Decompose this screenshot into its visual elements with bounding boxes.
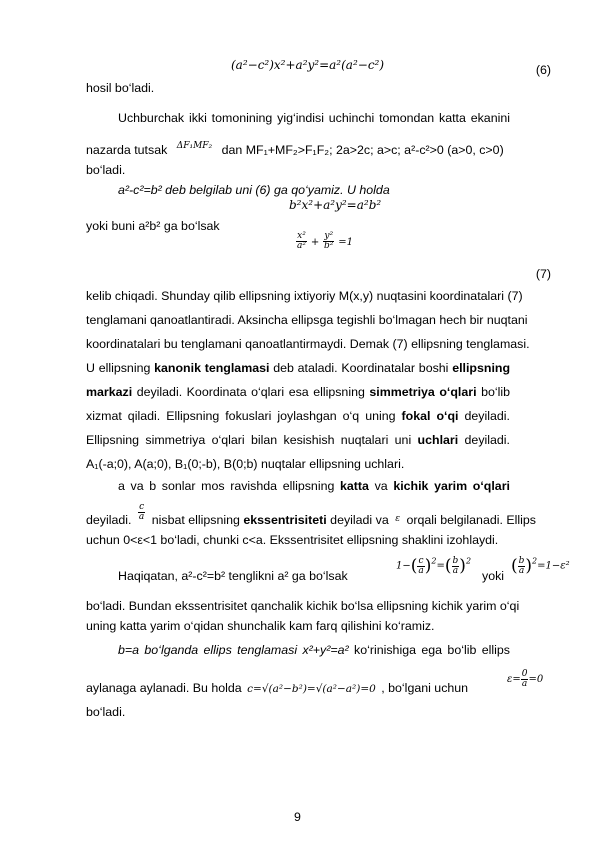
epsilon-symbol: ε: [395, 513, 401, 524]
equation-7: $\frac{\text{x²}}{\text{a²}}$ + $\frac{\text{y²}}{\text{b²}}$ =1: [297, 231, 353, 251]
page-number: 9: [294, 810, 301, 824]
text-span: nazarda tutsak: [86, 143, 168, 157]
fraction-x-a: $\frac{\text{x²}}{\text{a²}}$: [297, 231, 306, 251]
text-line: A₁(-a;0), A(a;0), B₁(0;-b), B(0;b) nuqtalar ellipsning uchlari.: [86, 457, 405, 471]
text-line: uning katta yarim o‘qidan shunchalik kam farq qilishini ko‘ramiz.: [86, 619, 435, 633]
text-line: bo‘ladi. Bundan ekssentrisitet qanchalik kichik bo‘lsa ellipsning kichik yarim o‘qi: [86, 599, 520, 613]
text-line: hosil bo‘ladi.: [86, 81, 155, 95]
equation-7-number: (7): [535, 267, 551, 281]
fraction-c-a: $\frac{c}{a}$: [138, 502, 145, 522]
text-span: dan MF₁+MF₂>F₁F₂; 2a>2c; a>c; a²-c²>0 (a>0, c>0): [221, 143, 504, 157]
fraction-y-b: $\frac{\text{y²}}{\text{b²}}$: [324, 231, 334, 251]
text-line: U ellipsning kanonik tenglamasi deb ataladi. Koordinatalar boshi ellipsning: [86, 361, 511, 375]
text-line: koordinatalari bu tenglamani qanoatlantirmaydi. Demak (7) ellipsning tenglamasi.: [86, 337, 530, 351]
text-line: bo‘ladi.: [86, 705, 126, 719]
equation-b2: b²x²+a²y²=a²b²: [289, 198, 382, 212]
text-line: uchun 0<ε<1 bo‘ladi, chunki c<a. Ekssentrisitet ellipsning shaklini izohlaydi.: [86, 533, 499, 547]
text-line: [86, 142, 510, 160]
triangle-symbol: ΔF₁MF₂: [176, 141, 213, 151]
circle-e-equation: ε= $\frac{0}{a}$ =0: [507, 669, 544, 689]
identity-equation: 1−( $\frac{c}{a}$ )$^2$=( $\frac{b}{a}$ )$^2$: [396, 555, 472, 576]
text-line: kelib chiqadi. Shunday qilib ellipsning ixtiyoriy M(x,y) nuqtasini koordinatalari (7): [86, 289, 523, 303]
equation-6: (a²−c²)x²+a²y²=a²(a²−c²): [231, 58, 385, 72]
circle-c-equation: c=√(a²−b²)=√(a²−a²)=0: [247, 683, 376, 695]
text-line: a²-c²=b² deb belgilab uni (6) ga qo‘yamiz. U holda: [118, 183, 390, 197]
text-span: yoki: [482, 569, 505, 583]
text-line: Haqiqatan, a²-c²=b² tenglikni a² ga bo‘lsak: [118, 569, 348, 583]
text-line: markazi deyiladi. Koordinata o‘qlari esa ellipsning simmetriya o‘qlari bo‘lib: [86, 385, 510, 399]
text-line: b=a bo‘lganda ellips tenglamasi x²+y²=a² ko‘rinishiga ega bo‘lib ellips: [118, 643, 510, 657]
text-line: aylanaga aylanadi. Bu holda c=√(a²−b²)=√(a²−a²)=0 , bo‘lgani uchun: [86, 681, 469, 695]
text-line: tenglamani qanoatlantiradi. Aksincha ellipsga tegishli bo‘lmagan hech bir nuqtani: [86, 313, 528, 327]
equation-6-number: (6): [535, 63, 551, 77]
text-line: Ellipsning simmetriya o‘qlari bilan kesishish nuqtalari uni uchlari deyiladi.: [86, 433, 510, 447]
text-line: Uchburchak ikki tomonining yig‘indisi uchinchi tomondan katta ekanini: [118, 111, 510, 125]
identity-alt-equation: ( $\frac{b}{a}$ )$^2$=1−ε²: [511, 555, 570, 576]
text-line: deyiladi. $\frac{c}{a}$ nisbat ellipsning ekssentrisiteti deyiladi va $^\varepsilon$ orqali belgilanadi. Ellips: [86, 502, 536, 527]
text-line: yoki buni a²b² ga bo‘lsak: [86, 219, 220, 233]
text-line: bo‘ladi.: [86, 163, 126, 177]
text-line: xizmat qiladi. Ellipsning fokuslari joylashgan o‘q uning fokal o‘qi deyiladi.: [86, 409, 510, 423]
text-line: a va b sonlar mos ravishda ellipsning katta va kichik yarim o‘qlari: [118, 479, 510, 493]
